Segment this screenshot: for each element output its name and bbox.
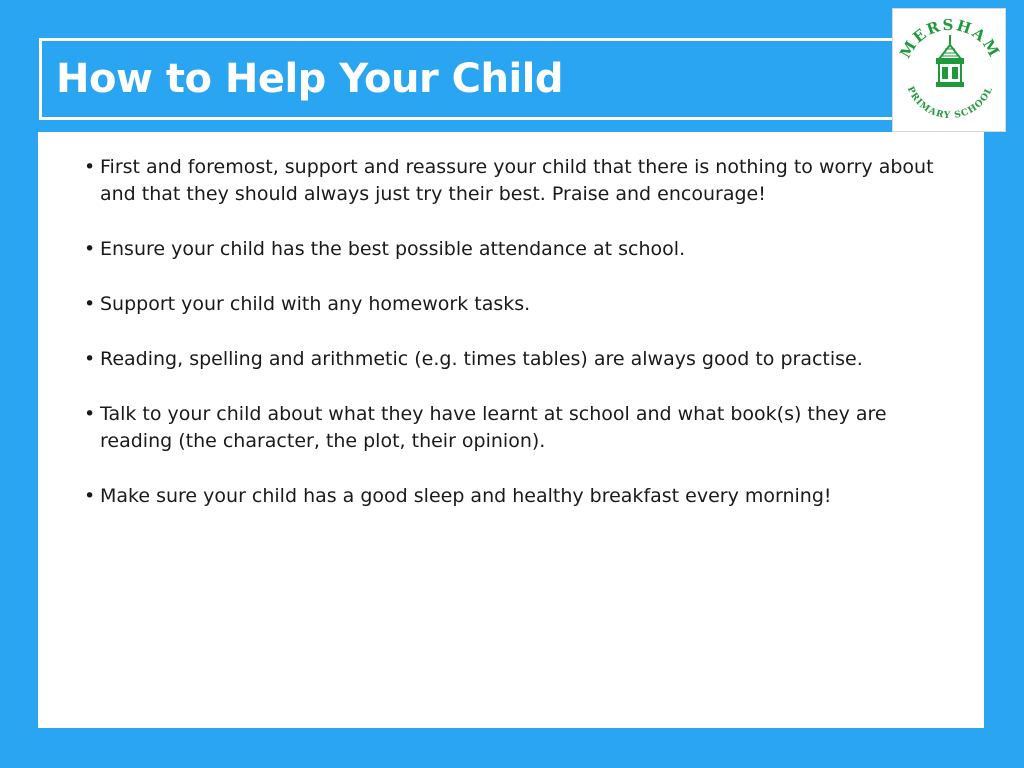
school-building-icon xyxy=(937,35,963,86)
list-item xyxy=(84,291,954,318)
list-item-text: First and foremost, support and reassure your child that there is nothing to worry about and that they should always just try their best. Praise and encourage! xyxy=(100,156,934,205)
bullet-icon: • xyxy=(84,156,96,178)
list-item-text: Make sure your child has a good sleep and healthy breakfast every morning! xyxy=(100,485,832,507)
list-item-text: Reading, spelling and arithmetic (e.g. times tables) are always good to practise. xyxy=(100,348,863,370)
list-item-text: Ensure your child has the best possible attendance at school. xyxy=(100,238,686,260)
list-item xyxy=(84,401,954,455)
list-item xyxy=(84,483,954,510)
bullet-list xyxy=(84,154,954,538)
content-panel xyxy=(38,132,984,728)
logo-bottom-text: PRIMARY SCHOOL xyxy=(904,85,996,122)
bullet-icon: • xyxy=(84,293,96,315)
list-item xyxy=(84,346,954,373)
bullet-icon: • xyxy=(84,348,96,370)
list-item xyxy=(84,236,954,263)
page-title: How to Help Your Child xyxy=(56,56,564,102)
list-item-text: Talk to your child about what they have learnt at school and what book(s) they are reading (the character, the plot, their opinion). xyxy=(100,403,887,452)
school-logo-graphic xyxy=(893,9,1007,133)
bullet-icon: • xyxy=(84,485,96,507)
logo-top-text: MERSHAM xyxy=(896,15,1004,62)
title-bar xyxy=(39,38,909,120)
bullet-icon: • xyxy=(84,403,96,425)
list-item xyxy=(84,154,954,208)
bullet-icon: • xyxy=(84,238,96,260)
school-logo xyxy=(892,8,1006,132)
list-item-text: Support your child with any homework tasks. xyxy=(100,293,531,315)
